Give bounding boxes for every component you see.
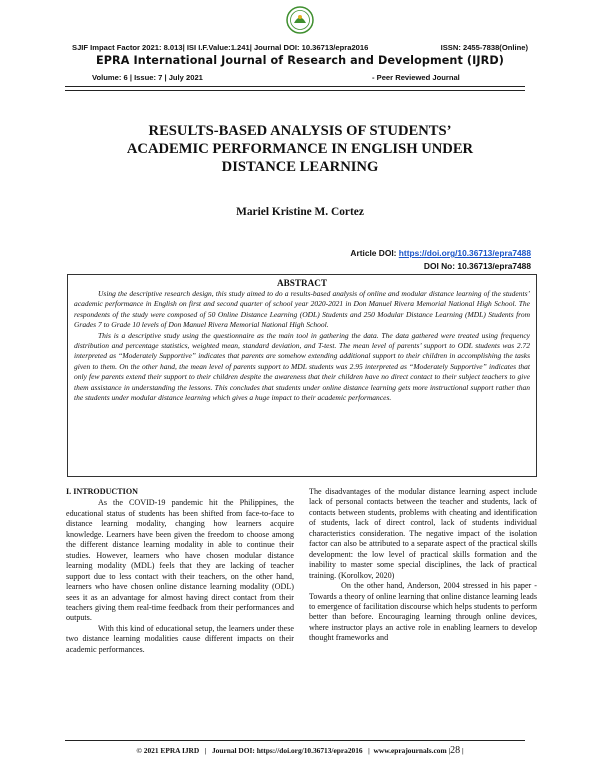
footer-divider xyxy=(65,740,525,741)
peer-reviewed-label: - Peer Reviewed Journal xyxy=(372,73,460,82)
issn-text: ISSN: 2455-7838(Online) xyxy=(440,43,528,52)
header-divider-2 xyxy=(65,90,525,91)
author-name: Mariel Kristine M. Cortez xyxy=(236,206,364,218)
abstract-paragraph: Using the descriptive research design, this study aimed to do a results-based analysis of online and modular distance learning of the students’ academic performance in English on first and second quarter of school year 2020-2021 in Don Manuel Rivera Memorial National High School. The respondents of the study were composed of 50 Online Distance Learning (ODL) Students and 250 Modular Distance Learning (MDL) Students from Grades 7 to Grade 10 levels of Don Manuel Rivera Memorial National High School. xyxy=(74,289,530,330)
page-number: 28 xyxy=(450,745,461,756)
header-meta xyxy=(72,43,528,52)
title-line: RESULTS-BASED ANALYSIS OF STUDENTS’ xyxy=(148,123,452,139)
journal-logo-icon xyxy=(286,6,314,34)
volume-issue: Volume: 6 | Issue: 7 | July 2021 xyxy=(92,73,203,82)
title-line: DISTANCE LEARNING xyxy=(221,159,379,175)
abstract-heading: ABSTRACT xyxy=(276,278,328,288)
doi-label: Article DOI: xyxy=(350,248,397,258)
page-footer: © 2021 EPRA IJRD | Journal DOI: https://doi.org/10.36713/epra2016 | www.eprajournals.com |28 | xyxy=(136,745,464,756)
footer-website[interactable]: www.eprajournals.com xyxy=(373,746,447,755)
doi-number: DOI No: 10.36713/epra7488 xyxy=(423,261,531,271)
abstract-box xyxy=(67,274,537,477)
header-divider xyxy=(65,86,525,87)
body-paragraph: With this kind of educational setup, the learners under these two distance learning modalities cause different impacts on their academic performances. xyxy=(66,623,294,654)
footer-journal-doi: Journal DOI: https://doi.org/10.36713/epra2016 xyxy=(211,746,363,755)
body-paragraph: The disadvantages of the modular distance learning aspect include lack of personal contacts between the teacher and students, lack of contacts between students, problems with cheating and identification of students, lack of direct control, lack of students individual characteristics consideration. The negative impact of the isolation factor can also be attributed to a separate aspect of the practical skills development: the low level of practical skills formation and the inability to master some special disciplines, the lack of practical training. (Korolkov, 2020) xyxy=(309,487,537,580)
impact-factor-line: SJIF Impact Factor 2021: 8.013| ISI I.F.Value:1.241| Journal DOI: 10.36713/epra2016 xyxy=(72,43,369,52)
article-doi xyxy=(350,248,531,258)
body-column-left xyxy=(66,487,294,655)
body-paragraph: As the COVID-19 pandemic hit the Philippines, the educational status of students has been shifted from face-to-face to distance learning modality, changing how learners acquire knowledge. Learners have been given the freedom to choose among the different distance learning modality in able to continue their studies. However, learners who have chosen modular distance learning modality (MDL) feels that they are lacking of teacher support due to less contact with their teachers, on the other hand, learners who have chosen online distance learning modality (ODL) sees it as an advantage for almost having direct contact from their teachers giving them real-time feedback from their performances and outputs. xyxy=(66,498,294,623)
abstract-paragraph: This is a descriptive study using the questionnaire as the main tool in gathering the data. The data gathered were treated using frequency distribution and percentage statistics, weighted mean, standard deviation, and T-test. The mean level of parents’ support to ODL students was 2.72 interpreted as “Moderately Supportive” indicates that parents are somehow extending additional support to their children in accomplishing the tasks given to them. On the other hand, the mean level of parents support to MDL students was 2.95 interpreted as “Moderately Supportive” indicates that only few parents extend their support to their children despite the awareness that their children have no direct contact to their subject teachers to give them assistance in understanding the lessons. This concludes that students under online distance learning gets more instructional support rather than the students under modular distance learning which gives a huge impact to their academic performances. xyxy=(74,330,530,403)
body-paragraph: On the other hand, Anderson, 2004 stressed in his paper - Towards a theory of online learning that online distance learning leads to emergence of facilitation discourse which helps students to perform better than before. Encouraging learning through online devices, where instructor plays an active role in enabling learners to develop thought frameworks and xyxy=(309,581,537,643)
title-line: ACADEMIC PERFORMANCE IN ENGLISH UNDER xyxy=(126,141,474,157)
article-title xyxy=(0,122,600,176)
section-heading: I. INTRODUCTION xyxy=(66,487,138,496)
body-column-right xyxy=(309,487,537,644)
footer-copyright: © 2021 EPRA IJRD xyxy=(136,746,200,755)
doi-link[interactable]: https://doi.org/10.36713/epra7488 xyxy=(398,248,531,258)
journal-title: EPRA International Journal of Research and Development (IJRD) xyxy=(96,54,504,67)
